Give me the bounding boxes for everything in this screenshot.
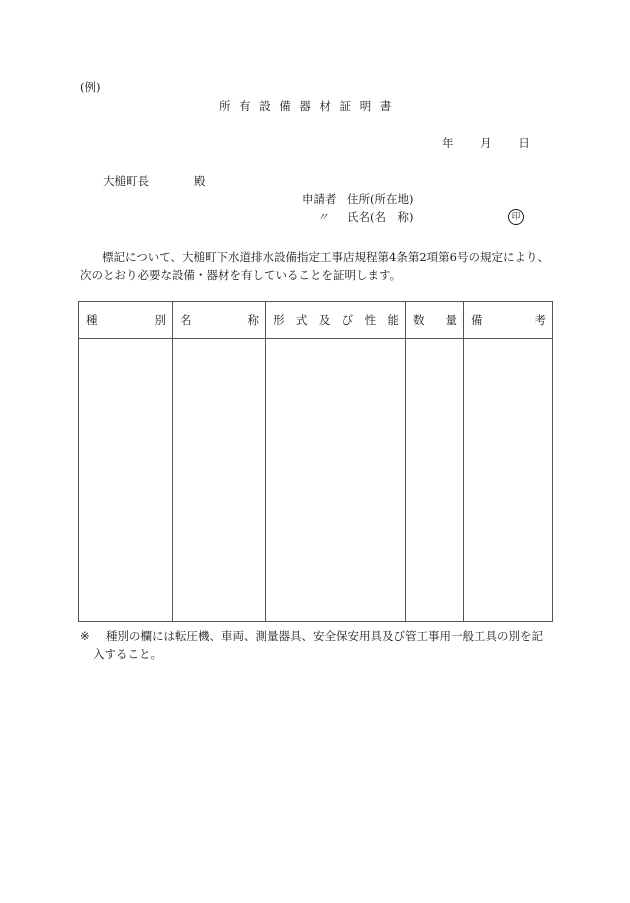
- footnote: [80, 627, 560, 663]
- column-header-remarks-char-1: 備: [471, 313, 483, 327]
- column-header-spec-char: 及: [318, 313, 331, 327]
- cell-remarks: [464, 339, 553, 622]
- table-row: [79, 339, 553, 622]
- column-header-remarks-char-2: 考: [534, 313, 546, 327]
- column-header-spec-char: 式: [295, 313, 308, 327]
- certification-statement: [80, 248, 555, 284]
- column-header-name: [173, 302, 266, 339]
- column-header-spec-char: 能: [387, 313, 399, 327]
- footnote-line-1: [80, 627, 560, 645]
- cell-name: [173, 339, 266, 622]
- ditto-mark: 〃: [317, 210, 329, 224]
- column-header-type-char-1: 種: [86, 313, 98, 327]
- column-header-spec-char: 性: [364, 313, 377, 327]
- column-header-spec-char: び: [341, 313, 354, 327]
- column-header-spec: [266, 302, 406, 339]
- date-line: [442, 138, 530, 150]
- statement-line-1: 標記について、大槌町下水道排水設備指定工事店規程第4条第2項第6号の規定により、: [102, 250, 549, 264]
- footnote-mark: ※: [80, 629, 90, 643]
- column-header-quantity: [406, 302, 464, 339]
- equipment-table: [78, 301, 553, 622]
- column-header-quantity-char-2: 量: [445, 313, 457, 327]
- column-header-type: [79, 302, 173, 339]
- applicant-role-label: 申請者: [302, 192, 337, 206]
- seal-icon: 印: [508, 209, 524, 225]
- column-header-type-char-2: 別: [154, 313, 166, 327]
- example-label: (例): [80, 80, 101, 94]
- cell-type: [79, 339, 173, 622]
- footnote-line-2: 入すること。: [93, 647, 162, 661]
- document-title: 所有設備器材証明書: [219, 99, 400, 113]
- statement-line-2: 次のとおり必要な設備・器材を有していることを証明します。: [80, 268, 402, 282]
- column-header-remarks: [464, 302, 553, 339]
- footnote-text-1: 種別の欄には転圧機、車両、測量器具、安全保安用具及び管工事用一般工具の別を記: [106, 629, 543, 643]
- applicant-address-label: 住所(所在地): [347, 192, 414, 206]
- applicant-name-label: 氏名(名 称): [347, 210, 414, 224]
- column-header-name-char-1: 名: [180, 313, 192, 327]
- cell-quantity: [406, 339, 464, 622]
- cell-spec: [266, 339, 406, 622]
- column-header-spec-char: 形: [273, 313, 285, 327]
- date-month-label: 月: [480, 136, 492, 150]
- column-header-quantity-char-1: 数: [413, 313, 425, 327]
- date-day-label: 日: [518, 136, 530, 150]
- table-header-row: [79, 302, 553, 339]
- date-year-label: 年: [442, 136, 454, 150]
- addressee-name: 大槌町長: [103, 174, 149, 188]
- addressee-honorific: 殿: [194, 174, 206, 188]
- column-header-name-char-2: 称: [247, 313, 259, 327]
